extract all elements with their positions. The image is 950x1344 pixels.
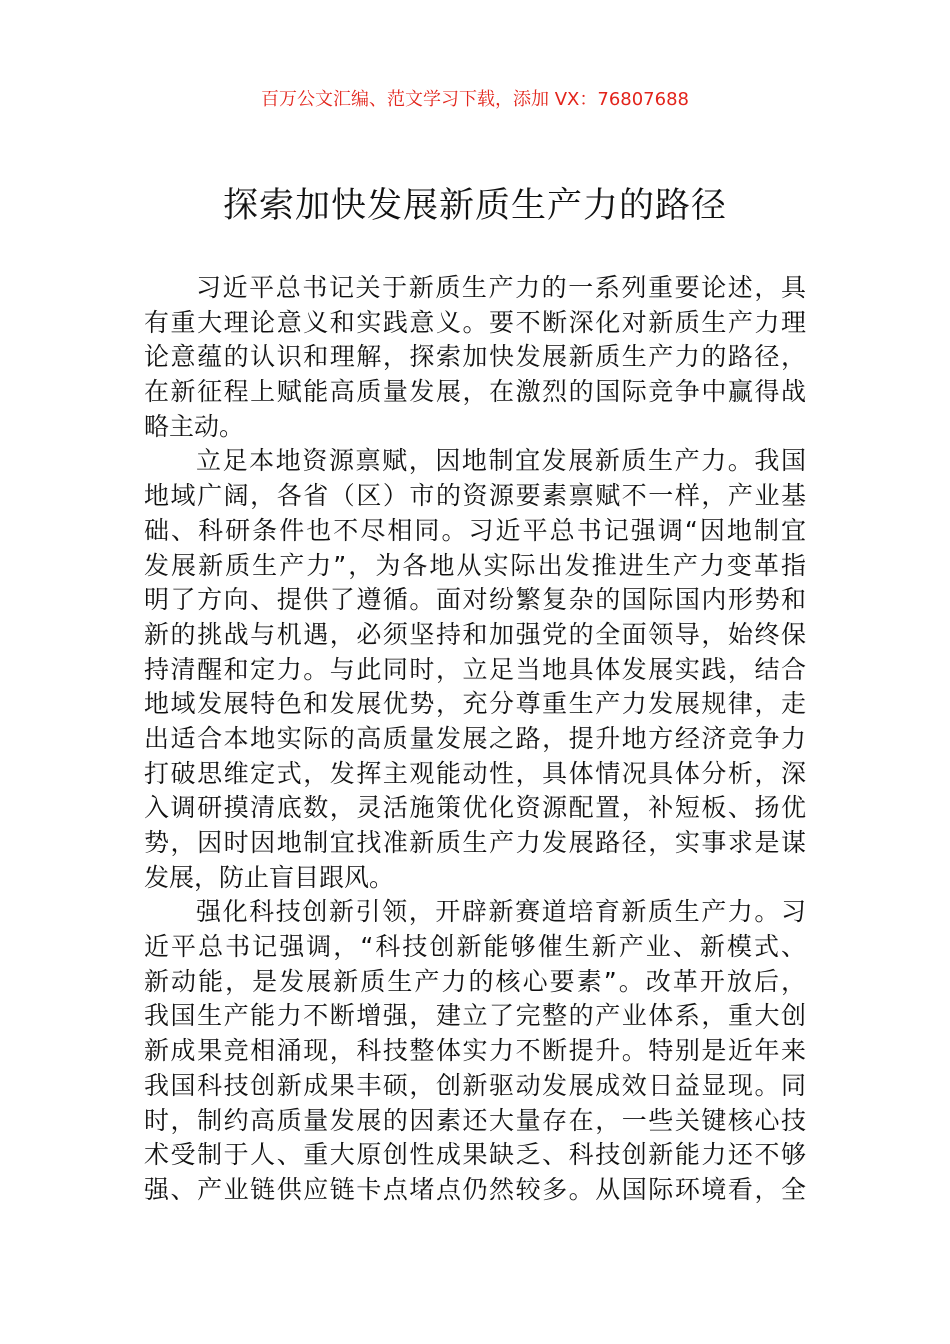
text-line: 地域发展特色和发展优势，充分尊重生产力发展规律，走 bbox=[144, 689, 806, 719]
text-line: 新成果竞相涌现，科技整体实力不断提升。特别是近年来 bbox=[144, 1036, 806, 1066]
text-line: 势，因时因地制宜找准新质生产力发展路径，实事求是谋 bbox=[144, 828, 806, 857]
text-line: 持清醒和定力。与此同时，立足当地具体发展实践，结合 bbox=[144, 654, 806, 684]
watermark-header: 百万公文汇编、范文学习下载，添加 VX：76807688 bbox=[261, 89, 689, 110]
text-line: 略主动。 bbox=[144, 411, 245, 441]
paragraph bbox=[144, 444, 806, 895]
document-title: 探索加快发展新质生产力的路径 bbox=[222, 186, 727, 226]
text-line: 术受制于人、重大原创性成果缺乏、科技创新能力还不够 bbox=[144, 1140, 806, 1170]
text-line: 明了方向、提供了遵循。面对纷繁复杂的国际国内形势和 bbox=[144, 585, 806, 615]
text-line: 地域广阔，各省（区）市的资源要素禀赋不一样，产业基 bbox=[144, 481, 806, 511]
paragraph bbox=[144, 895, 806, 1207]
paragraph bbox=[144, 271, 806, 444]
text-line: 在新征程上赋能高质量发展，在激烈的国际竞争中赢得战 bbox=[144, 377, 806, 407]
text-line: 时，制约高质量发展的因素还大量存在，一些关键核心技 bbox=[144, 1105, 806, 1135]
text-line: 发展，防止盲目跟风。 bbox=[144, 862, 395, 892]
text-line: 我国生产能力不断增强，建立了完整的产业体系，重大创 bbox=[144, 1001, 806, 1031]
text-line: 习近平总书记关于新质生产力的一系列重要论述，具 bbox=[196, 273, 806, 302]
text-line: 出适合本地实际的高质量发展之路，提升地方经济竞争力 bbox=[144, 723, 806, 753]
text-line: 础、科研条件也不尽相同。习近平总书记强调“因地制宜 bbox=[144, 515, 806, 545]
text-line: 入调研摸清底数，灵活施策优化资源配置，补短板、扬优 bbox=[144, 793, 806, 823]
text-line: 立足本地资源禀赋，因地制宜发展新质生产力。我国 bbox=[196, 446, 806, 476]
text-line: 近平总书记强调，“科技创新能够催生新产业、新模式、 bbox=[144, 932, 806, 962]
text-line: 有重大理论意义和实践意义。要不断深化对新质生产力理 bbox=[144, 307, 806, 337]
text-line: 新的挑战与机遇，必须坚持和加强党的全面领导，始终保 bbox=[144, 619, 806, 649]
text-line: 新动能，是发展新质生产力的核心要素”。改革开放后， bbox=[144, 966, 806, 996]
text-line: 强化科技创新引领，开辟新赛道培育新质生产力。习 bbox=[196, 897, 806, 927]
document-body bbox=[144, 271, 806, 1208]
text-line: 论意蕴的认识和理解，探索加快发展新质生产力的路径， bbox=[144, 342, 806, 372]
text-line: 强、产业链供应链卡点堵点仍然较多。从国际环境看，全 bbox=[144, 1174, 806, 1204]
text-line: 我国科技创新成果丰硕，创新驱动发展成效日益显现。同 bbox=[144, 1070, 806, 1100]
text-line: 发展新质生产力”，为各地从实际出发推进生产力变革指 bbox=[144, 550, 806, 580]
text-line: 打破思维定式，发挥主观能动性，具体情况具体分析，深 bbox=[144, 758, 806, 788]
